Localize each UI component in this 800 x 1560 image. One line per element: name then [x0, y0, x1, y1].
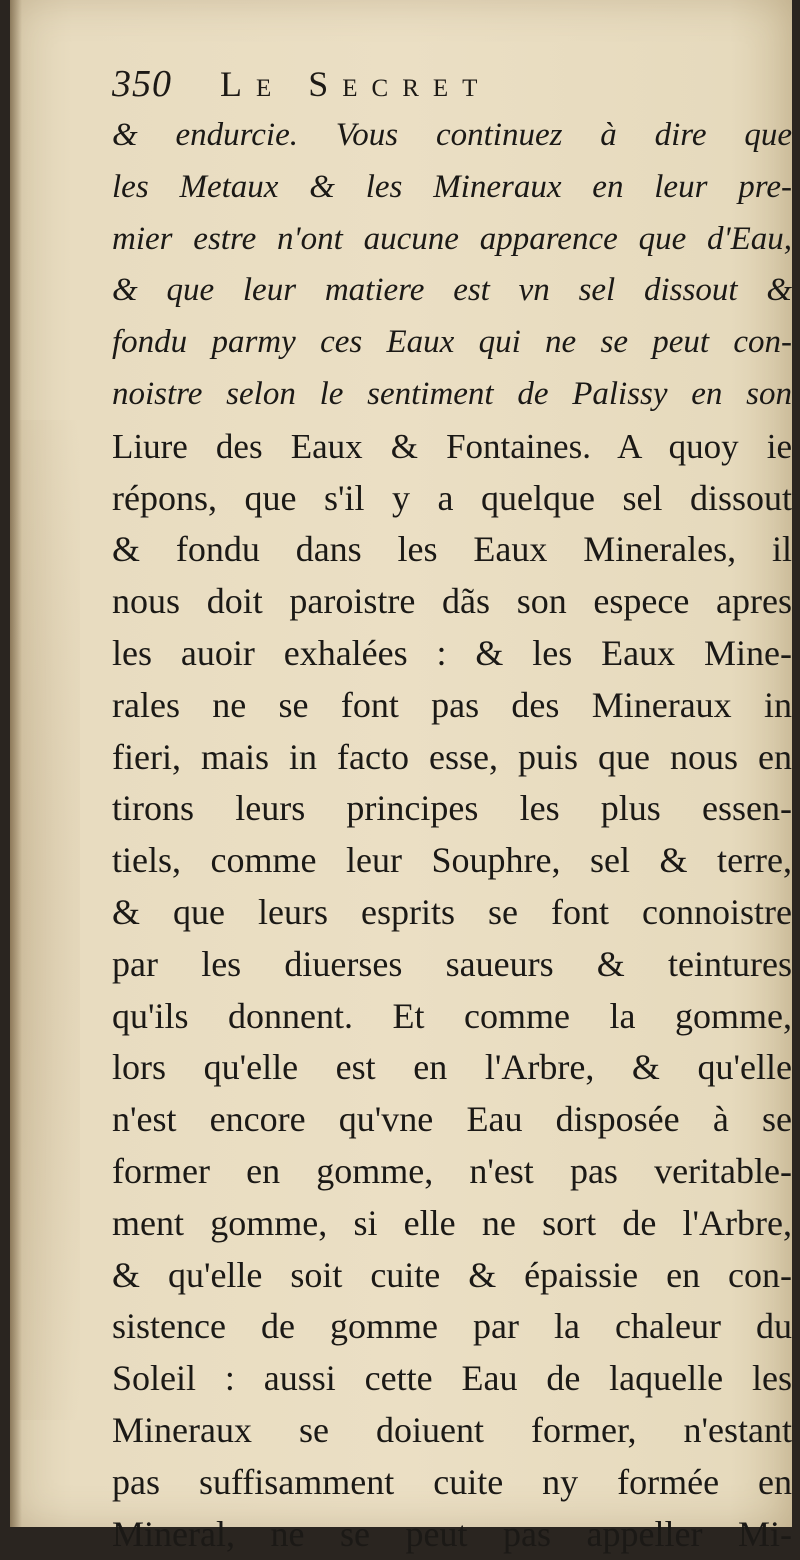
text-line: & fondu dans les Eaux Minerales, il: [112, 529, 792, 570]
text-line: les auoir exhalées : & les Eaux Mine-: [112, 632, 792, 673]
text-line: tiels, comme leur Souphre, sel & terre,: [112, 840, 792, 881]
text-line: former en gomme, n'est pas veritable-: [112, 1150, 792, 1191]
text-line: rales ne se font pas des Mineraux in: [112, 684, 792, 725]
text-line: Mineral, ne se peut pas appeller Mi-: [112, 1513, 792, 1554]
text-line: & qu'elle soit cuite & épaissie en con-: [112, 1254, 792, 1295]
body-text: [112, 110, 792, 1560]
paper-stain: [10, 420, 80, 1420]
page-number: 350: [112, 63, 172, 105]
text-line: Liure des Eaux & Fontaines. A quoy ie: [112, 426, 792, 466]
text-line: qu'ils donnent. Et comme la gomme,: [112, 995, 792, 1036]
text-line: répons, que s'il y a quelque sel dissout: [112, 477, 792, 518]
running-title: Le Secret: [220, 64, 492, 104]
text-line: noistre selon le sentiment de Palissy en son: [112, 375, 792, 412]
book-page: [10, 0, 792, 1554]
text-line: nous doit paroistre dãs son espece apres: [112, 581, 792, 622]
text-line: n'est encore qu'vne Eau disposée à se: [112, 1099, 792, 1140]
text-line: ment gomme, si elle ne sort de l'Arbre,: [112, 1202, 792, 1243]
text-line: fieri, mais in facto esse, puis que nous en: [112, 736, 792, 777]
text-line: Soleil : aussi cette Eau de laquelle les: [112, 1358, 792, 1399]
text-line: sistence de gomme par la chaleur du: [112, 1306, 792, 1347]
text-line: mier estre n'ont aucune apparence que d'Eau,: [112, 220, 792, 257]
text-line: lors qu'elle est en l'Arbre, & qu'elle: [112, 1047, 792, 1088]
text-line: tirons leurs principes les plus essen-: [112, 788, 792, 829]
text-line: Mineraux se doiuent former, n'estant: [112, 1409, 792, 1450]
text-line: par les diuerses saueurs & teintures: [112, 943, 792, 984]
text-line: pas suffisamment cuite ny formée en: [112, 1461, 792, 1502]
text-line: les Metaux & les Mineraux en leur pre-: [112, 168, 792, 205]
text-line: fondu parmy ces Eaux qui ne se peut con-: [112, 324, 792, 361]
text-line: & endurcie. Vous continuez à dire que: [112, 117, 792, 153]
text-line: & que leur matiere est vn sel dissout &: [112, 272, 792, 309]
text-line: & que leurs esprits se font connoistre: [112, 891, 792, 932]
